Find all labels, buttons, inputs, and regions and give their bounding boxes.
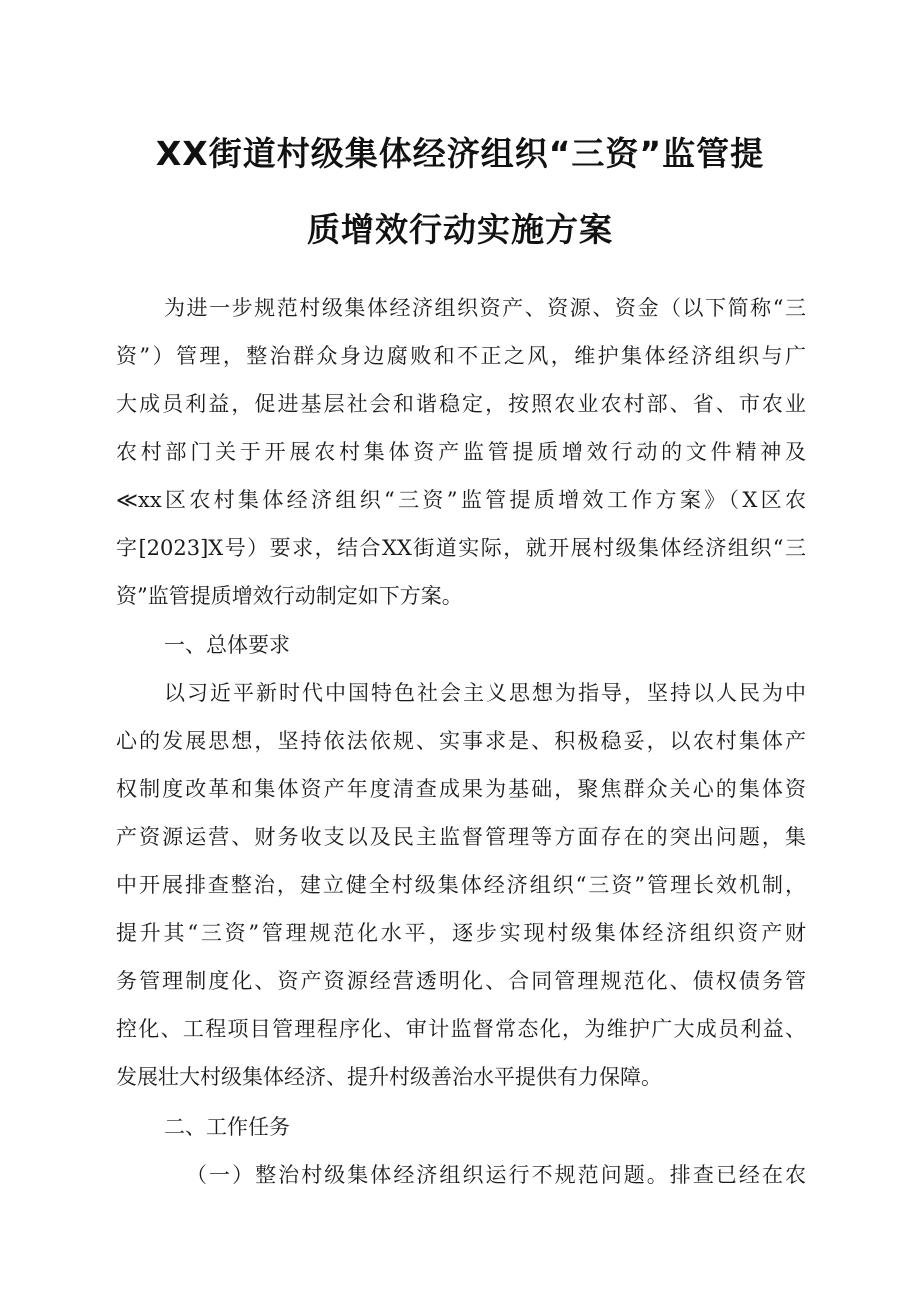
document-title-line-1: XX街道村级集体经济组织“三资”监管提 — [155, 134, 765, 173]
paragraph-line: 以习近平新时代中国特色社会主义思想为指导，坚持以人民为中 — [164, 681, 806, 705]
paragraph-line: 资”）管理，整治群众身边腐败和不正之风，维护集体经济组织与广 — [116, 344, 806, 368]
paragraph-line: 农村部门关于开展农村集体资产监管提质增效行动的文件精神及 — [116, 440, 806, 464]
section-heading: 二、工作任务 — [164, 1115, 290, 1139]
paragraph-line: 资”监管提质增效行动制定如下方案。 — [116, 584, 463, 608]
paragraph-line: 心的发展思想，坚持依法依规、实事求是、积极稳妥，以农村集体产 — [116, 729, 806, 753]
paragraph-line: 权制度改革和集体资产年度清查成果为基础，聚焦群众关心的集体资 — [116, 777, 806, 801]
paragraph-line: 字[2023]X号）要求，结合XX街道实际，就开展村级集体经济组织“三 — [116, 536, 806, 560]
paragraph-line: 提升其“三资”管理规范化水平，逐步实现村级集体经济组织资产财 — [116, 921, 806, 945]
paragraph-line: 发展壮大村级集体经济、提升村级善治水平提供有力保障。 — [116, 1065, 662, 1089]
section-heading: 一、总体要求 — [164, 633, 290, 657]
paragraph-line: 大成员利益，促进基层社会和谐稳定，按照农业农村部、省、市农业 — [116, 392, 806, 416]
paragraph-line: 务管理制度化、资产资源经营透明化、合同管理规范化、债权债务管 — [116, 969, 806, 993]
paragraph-line: 为进一步规范村级集体经济组织资产、资源、资金（以下简称“三 — [164, 296, 806, 320]
paragraph-line: ≪xx区农村集体经济组织“三资”监管提质增效工作方案》（X区农 — [116, 488, 806, 512]
paragraph-line: 控化、工程项目管理程序化、审计监督常态化，为维护广大成员利益、 — [116, 1017, 806, 1041]
paragraph-line: 中开展排查整治，建立健全村级集体经济组织“三资”管理长效机制， — [116, 873, 806, 897]
paragraph-line: 产资源运营、财务收支以及民主监督管理等方面存在的突出问题，集 — [116, 825, 806, 849]
subsection-line: （一）整治村级集体经济组织运行不规范问题。排查已经在农 — [186, 1163, 806, 1187]
document-title-line-2: 质增效行动实施方案 — [307, 210, 613, 249]
